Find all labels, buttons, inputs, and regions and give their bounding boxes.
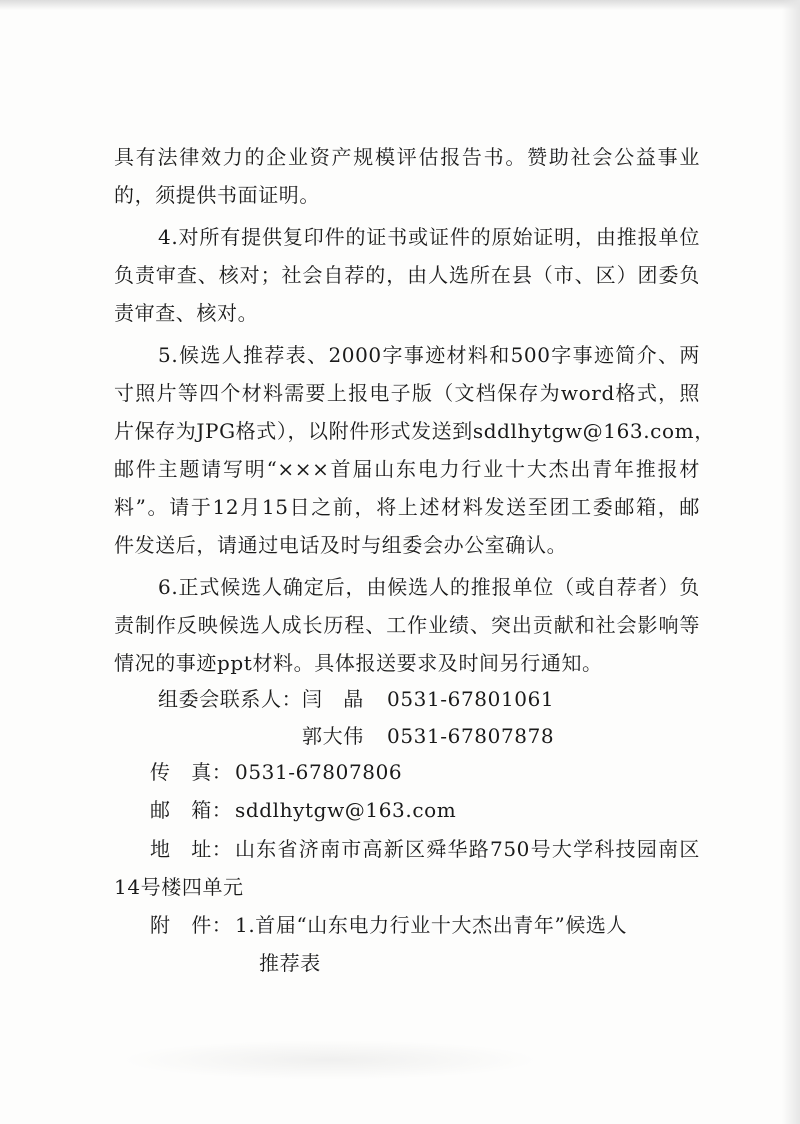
contact-phone: 0531-67807878 (387, 724, 555, 748)
paragraph-line: 具有法律效力的企业资产规模评估报告书。赞助社会公益事业 (114, 145, 700, 169)
paragraph-line: 的，须提供书面证明。 (114, 183, 320, 207)
paragraph-line: 料”。请于12月15日之前，将上述材料发送至团工委邮箱，邮 (114, 495, 700, 519)
address-value: 山东省济南市高新区舜华路750号大学科技园南区 (235, 837, 700, 861)
fax-label: 传 真： (150, 760, 233, 784)
email-value: sddlhytgw@163.com (235, 798, 457, 822)
paragraph-line: 片保存为JPG格式），以附件形式发送到sddlhytgw@163.com， (114, 419, 715, 443)
paragraph-line: 件发送后，请通过电话及时与组委会办公室确认。 (114, 533, 568, 557)
paragraph-line: 责制作反映候选人成长历程、工作业绩、突出贡献和社会影响等 (114, 613, 700, 637)
contact-label: 组委会联系人： (158, 687, 303, 711)
address-label: 地 址： (150, 837, 233, 861)
paragraph-line: 责审查、核对。 (114, 301, 259, 325)
address-value: 14号楼四单元 (114, 875, 244, 899)
scan-shadow-top (0, 0, 800, 10)
contact-name: 郭大伟 (302, 724, 364, 748)
fax-value: 0531-67807806 (235, 760, 403, 784)
contact-phone: 0531-67801061 (387, 687, 555, 711)
attachment-item: 推荐表 (259, 951, 321, 975)
paragraph-line: 情况的事迹ppt材料。具体报送要求及时间另行通知。 (114, 651, 603, 675)
attachment-item: 1.首届“山东电力行业十大杰出青年”候选人 (235, 913, 628, 937)
scan-shadow-right (782, 0, 800, 1124)
contact-name: 闫 晶 (302, 687, 364, 711)
email-label: 邮 箱： (150, 798, 233, 822)
paragraph-line: 寸照片等四个材料需要上报电子版（文档保存为word格式，照 (114, 381, 700, 405)
paragraph-line: 负责审查、核对；社会自荐的，由人选所在县（市、区）团委负 (114, 263, 700, 287)
attachment-label: 附 件： (150, 913, 233, 937)
paragraph-line: 6.正式候选人确定后，由候选人的推报单位（或自荐者）负 (158, 575, 700, 599)
scan-smudge (120, 1040, 540, 1080)
paragraph-line: 邮件主题请写明“×××首届山东电力行业十大杰出青年推报材 (114, 457, 700, 481)
paragraph-line: 5.候选人推荐表、2000字事迹材料和500字事迹简介、两 (158, 343, 700, 367)
paragraph-line: 4.对所有提供复印件的证书或证件的原始证明，由推报单位 (158, 225, 700, 249)
